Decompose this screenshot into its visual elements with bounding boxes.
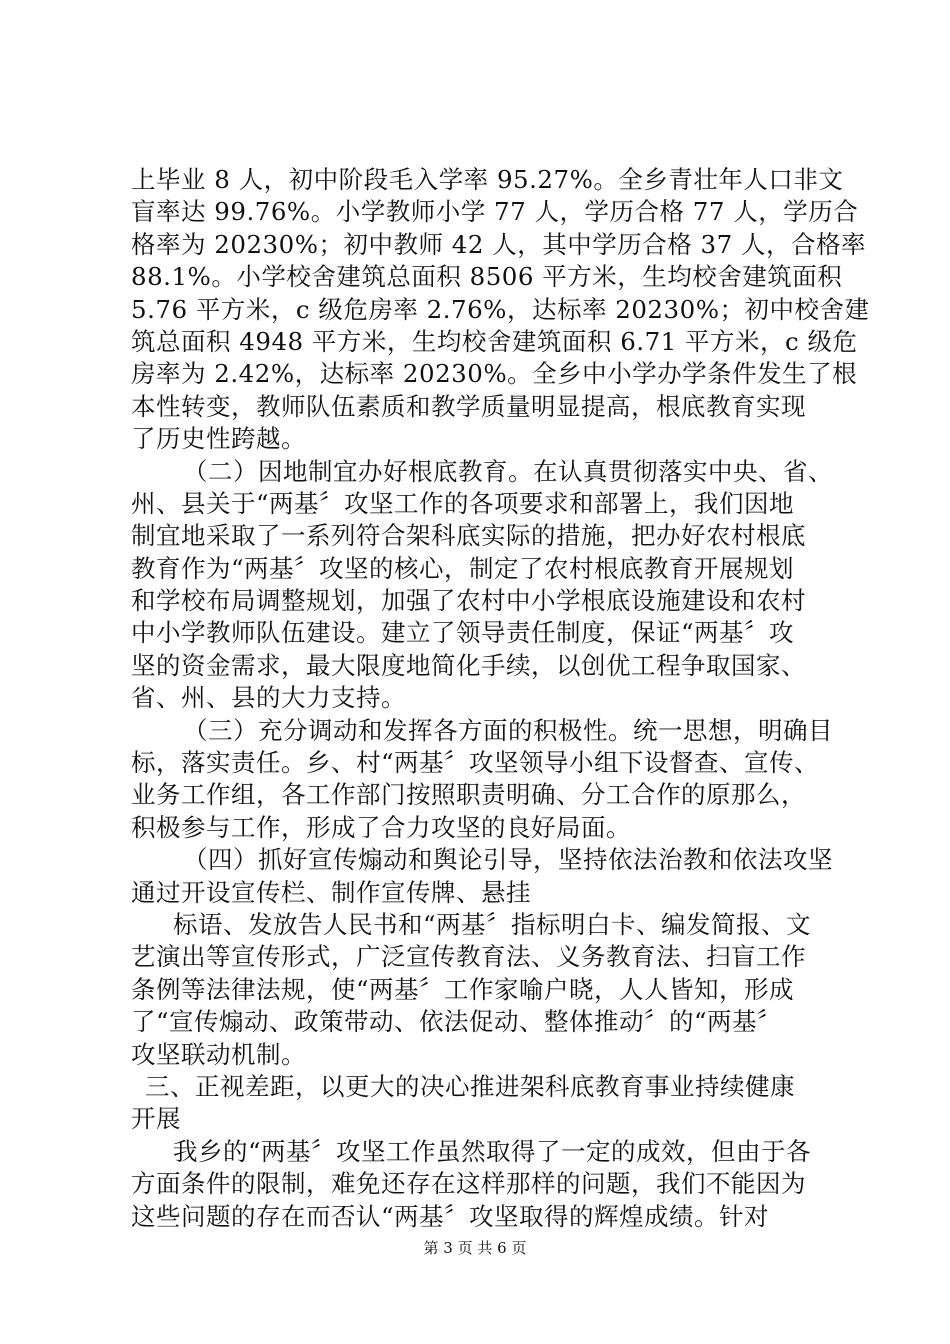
text-line: 条例等法律法规，使“两基〞工作家喻户晓，人人皆知，形成 <box>131 974 795 1004</box>
text-line: 制宜地采取了一系列符合架科底实际的措施，把办好农村根底 <box>131 521 806 551</box>
text-line: 上毕业 8 人，初中阶段毛入学率 95.27%。全乡青壮年人口非文 <box>131 165 844 194</box>
text-line: 中小学教师队伍建设。建立了领导责任制度，保证“两基〞攻 <box>131 618 795 648</box>
text-line: 盲率达 99.76%。小学教师小学 77 人，学历合格 77 人，学历合 <box>131 197 859 227</box>
text-line: 开展 <box>131 1104 181 1134</box>
text-line: 88.1%。小学校舍建筑总面积 8506 平方米，生均校舍建筑面积 <box>131 262 843 292</box>
text-line: 业务工作组，各工作部门按照职责明确、分工合作的原那么， <box>131 780 806 810</box>
text-line: 5.76 平方米，c 级危房率 2.76%，达标率 20230%；初中校舍建 <box>131 294 870 324</box>
text-line: 攻坚联动机制。 <box>131 1039 306 1069</box>
body-text <box>131 164 870 1233</box>
text-line: 教育作为“两基〞攻坚的核心，制定了农村根底教育开展规划 <box>131 553 795 583</box>
text-line: 方面条件的限制，难免还存在这样那样的问题，我们不能因为 <box>131 1169 806 1199</box>
page-number-footer: 第 3 页 共 6 页 <box>423 1239 527 1257</box>
text-line: 标语、发放告人民书和“两基〞指标明白卡、编发简报、文 <box>173 909 812 939</box>
text-line: 筑总面积 4948 平方米，生均校舍建筑面积 6.71 平方米，c 级危 <box>131 326 858 356</box>
paragraph-heading: （四）抓好宣传煽动和舆论引导，坚持依法治教和依法攻坚 <box>183 845 833 875</box>
text-line: 坚的资金需求，最大限度地简化手续，以创优工程争取国家、 <box>131 650 806 680</box>
text-line: 了“宣传煽动、政策带动、依法促动、整体推动〞的“两基〞 <box>131 1007 783 1037</box>
section-heading: 三、正视差距，以更大的决心推进架科底教育事业持续健康 <box>145 1071 795 1101</box>
text-line: 和学校布局调整规划，加强了农村中小学根底设施建设和农村 <box>131 586 806 616</box>
text-line: 本性转变，教师队伍素质和教学质量明显提高，根底教育实现 <box>131 391 806 421</box>
paragraph-heading: （三）充分调动和发挥各方面的积极性。统一思想，明确目 <box>183 715 833 745</box>
text-line: 省、州、县的大力支持。 <box>131 683 406 713</box>
text-line: 我乡的“两基〞攻坚工作虽然取得了一定的成效，但由于各 <box>173 1136 812 1166</box>
text-line: 这些问题的存在而否认“两基〞攻坚取得的辉煌成绩。针对 <box>131 1201 770 1231</box>
text-line: 了历史性跨越。 <box>131 424 306 454</box>
paragraph-heading: （二）因地制宜办好根底教育。在认真贯彻落实中央、省、 <box>183 456 833 486</box>
text-line: 房率为 2.42%，达标率 20230%。全乡中小学办学条件发生了根 <box>131 359 858 389</box>
text-line: 积极参与工作，形成了合力攻坚的良好局面。 <box>131 812 631 842</box>
text-line: 通过开设宣传栏、制作宣传牌、悬挂 <box>131 877 531 907</box>
text-line: 标，落实责任。乡、村“两基〞攻坚领导小组下设督查、宣传、 <box>131 748 820 778</box>
text-line: 州、县关于“两基〞攻坚工作的各项要求和部署上，我们因地 <box>131 488 795 518</box>
text-line: 艺演出等宣传形式，广泛宣传教育法、义务教育法、扫盲工作 <box>131 942 806 972</box>
text-line: 格率为 20230%；初中教师 42 人，其中学历合格 37 人，合格率 <box>131 229 867 259</box>
